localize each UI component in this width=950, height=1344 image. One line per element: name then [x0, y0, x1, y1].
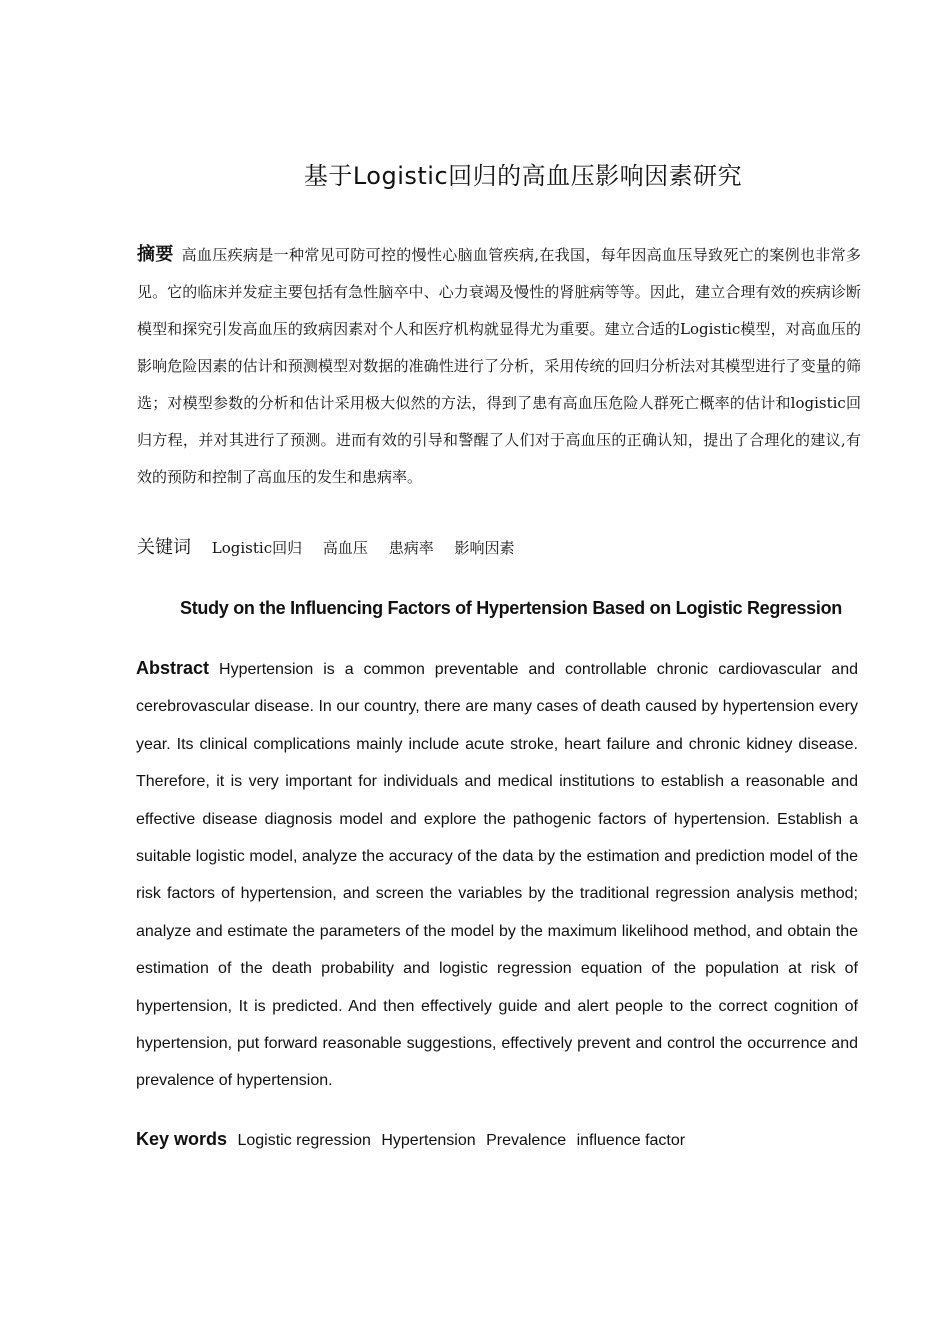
english-abstract-text: Hypertension is a common preventable and controllable chronic cardiovascular and cerebrovascular disease. In our country, there are many cases of death caused by hypertension every year. Its clinical complications mainly include acute stroke, heart failure and chronic kidney disease. Therefore, it is very important for individuals and medical institutions to establish a reasonable and effective disease diagnosis model and explore the pathogenic factors of hypertension. Establish a suitable logistic model, analyze the accuracy of the data by the estimation and prediction model of the risk factors of hypertension, and screen the variables by the traditional regression analysis method; analyze and estimate the parameters of the model by the maximum likelihood method, and obtain the estimation of the death probability and logistic regression equation of the population at risk of hypertension, It is predicted. And then effectively guide and alert people to the correct cognition of hypertension, put forward reasonable suggestions, effectively prevent and control the occurrence and prevalence of hypertension.	[136, 661, 858, 1090]
chinese-title: 基于Logistic回归的高血压影响因素研究	[303, 162, 743, 190]
chinese-keyword: 高血压	[322, 539, 368, 557]
chinese-abstract-text: 高血压疾病是一种常见可防可控的慢性心脑血管疾病,在我国，每年因高血压导致死亡的案例也非常多见。它的临床并发症主要包括有急性脑卒中、心力衰竭及慢性的肾脏病等等。因此，建立合理有效的疾病诊断模型和探究引发高血压的致病因素对个人和医疗机构就显得尤为重要。建立合适的Logistic模型，对高血压的影响危险因素的估计和预测模型对数据的准确性进行了分析，采用传统的回归分析法对其模型进行了变量的筛选；对模型参数的分析和估计采用极大似然的方法，得到了患有高血压危险人群死亡概率的估计和logistic回归方程，并对其进行了预测。进而有效的引导和警醒了人们对于高血压的正确认知，提出了合理化的建议,有效的预防和控制了高血压的发生和患病率。	[137, 246, 862, 486]
english-keyword: influence factor	[576, 1132, 686, 1149]
english-title: Study on the Influencing Factors of Hypertension Based on Logistic Regression	[180, 598, 842, 618]
english-abstract-label: Abstract	[136, 658, 210, 678]
chinese-keywords	[137, 530, 861, 566]
english-abstract	[136, 650, 858, 1100]
english-keyword: Hypertension	[381, 1132, 476, 1149]
english-keywords-label: Key words	[136, 1129, 228, 1149]
chinese-keyword: 影响因素	[454, 539, 515, 557]
chinese-keyword: 患病率	[388, 539, 434, 557]
chinese-keyword: Logistic回归	[211, 539, 303, 557]
chinese-abstract-label: 摘要	[137, 244, 174, 265]
chinese-keywords-label: 关键词	[137, 537, 191, 558]
english-keywords	[136, 1124, 858, 1156]
english-keyword: Logistic regression	[237, 1132, 371, 1149]
english-keyword: Prevalence	[486, 1132, 567, 1149]
chinese-abstract	[137, 236, 861, 496]
